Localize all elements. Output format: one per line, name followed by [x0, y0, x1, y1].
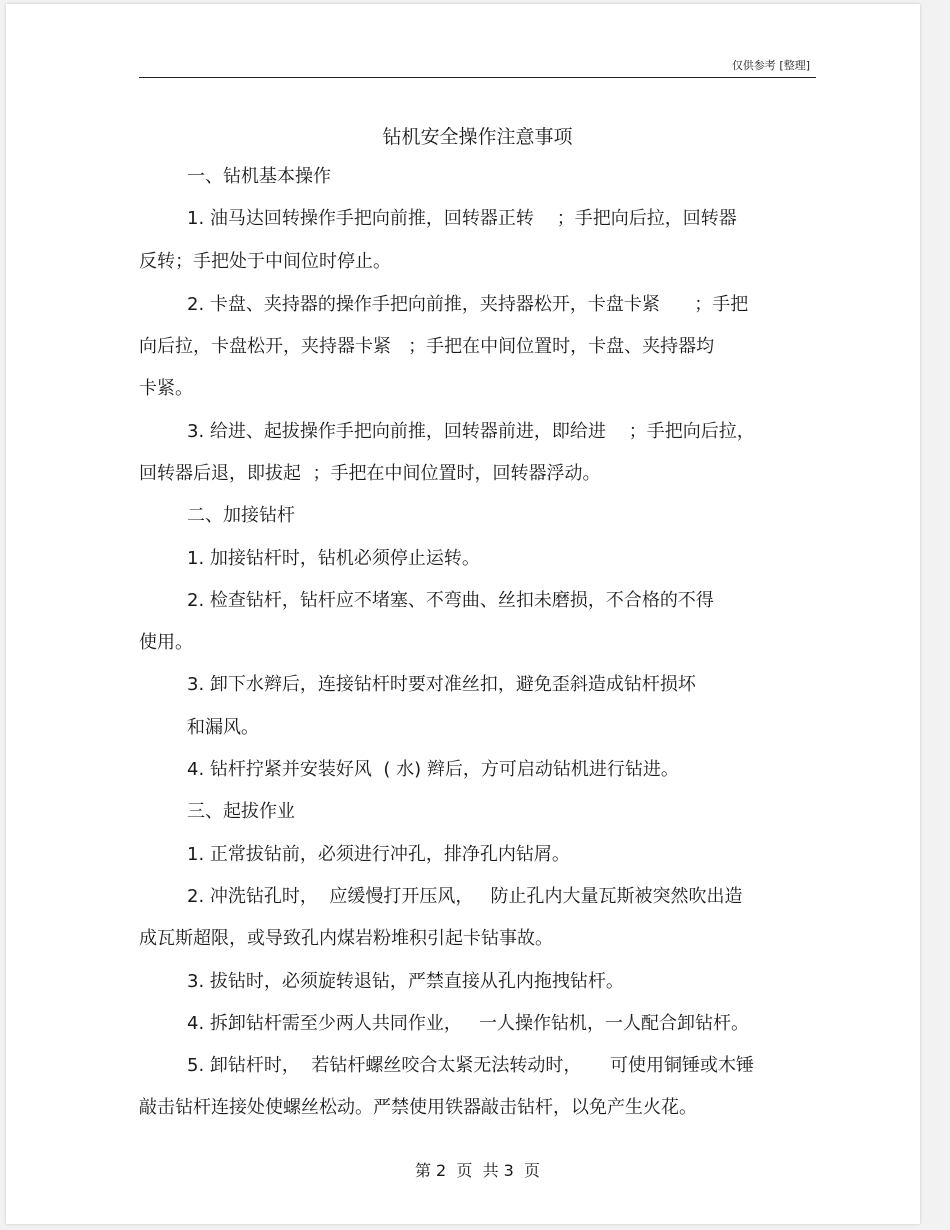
paragraph-line: 2. 检查钻杆，钻杆应不堵塞、不弯曲、丝扣未磨损，不合格的不得: [187, 590, 714, 611]
paragraph-line: 3. 给进、起拔操作手把向前推，回转器前进，即给进 ；手把向后拉，: [187, 421, 755, 442]
paragraph-line: 2. 卡盘、夹持器的操作手把向前推，夹持器松开，卡盘卡紧 ；手把: [187, 294, 749, 315]
paragraph-line: 成瓦斯超限，或导致孔内煤岩粉堆积引起卡钻事故。: [139, 928, 553, 949]
header-note: 仅供参考 [整理]: [731, 59, 810, 72]
paragraph-line: 3. 卸下水辫后，连接钻杆时要对准丝扣，避免歪斜造成钻杆损坏: [187, 674, 696, 695]
section-heading: 一、钻机基本操作: [187, 166, 331, 187]
paragraph-line: 4. 拆卸钻杆需至少两人共同作业， 一人操作钻机，一人配合卸钻杆。: [187, 1013, 750, 1034]
section-heading: 三、起拔作业: [187, 801, 295, 822]
paragraph-line: 1. 油马达回转操作手把向前推，回转器正转 ；手把向后拉，回转器: [187, 208, 737, 229]
header-divider: [139, 77, 816, 78]
paragraph-line: 卡紧。: [139, 378, 193, 399]
paragraph-line: 使用。: [139, 632, 193, 653]
page-number: 第 2 页 共 3 页: [414, 1161, 541, 1180]
section-heading: 二、加接钻杆: [187, 505, 295, 526]
paragraph-line: 4. 钻杆拧紧并安装好风 ( 水) 辫后，方可启动钻机进行钻进。: [187, 759, 679, 780]
paragraph-line: 向后拉，卡盘松开，夹持器卡紧 ；手把在中间位置时，卡盘、夹持器均: [139, 336, 715, 357]
paragraph-line: 5. 卸钻杆时， 若钻杆螺丝咬合太紧无法转动时， 可使用铜锤或木锤: [187, 1055, 754, 1076]
paragraph-line: 和漏风。: [187, 717, 259, 738]
paragraph-line: 敲击钻杆连接处使螺丝松动。严禁使用铁器敲击钻杆，以免产生火花。: [139, 1097, 697, 1118]
paragraph-line: 回转器后退，即拔起 ；手把在中间位置时，回转器浮动。: [139, 463, 601, 484]
document-title: 钻机安全操作注意事项: [382, 126, 573, 148]
document-page: [6, 4, 920, 1224]
paragraph-line: 3. 拔钻时，必须旋转退钻，严禁直接从孔内拖拽钻杆。: [187, 971, 624, 992]
paragraph-line: 2. 冲洗钻孔时， 应缓慢打开压风， 防止孔内大量瓦斯被突然吹出造: [187, 886, 743, 907]
paragraph-line: 反转；手把处于中间位时停止。: [139, 251, 391, 272]
paragraph-line: 1. 加接钻杆时，钻机必须停止运转。: [187, 548, 480, 569]
paragraph-line: 1. 正常拔钻前，必须进行冲孔，排净孔内钻屑。: [187, 844, 570, 865]
